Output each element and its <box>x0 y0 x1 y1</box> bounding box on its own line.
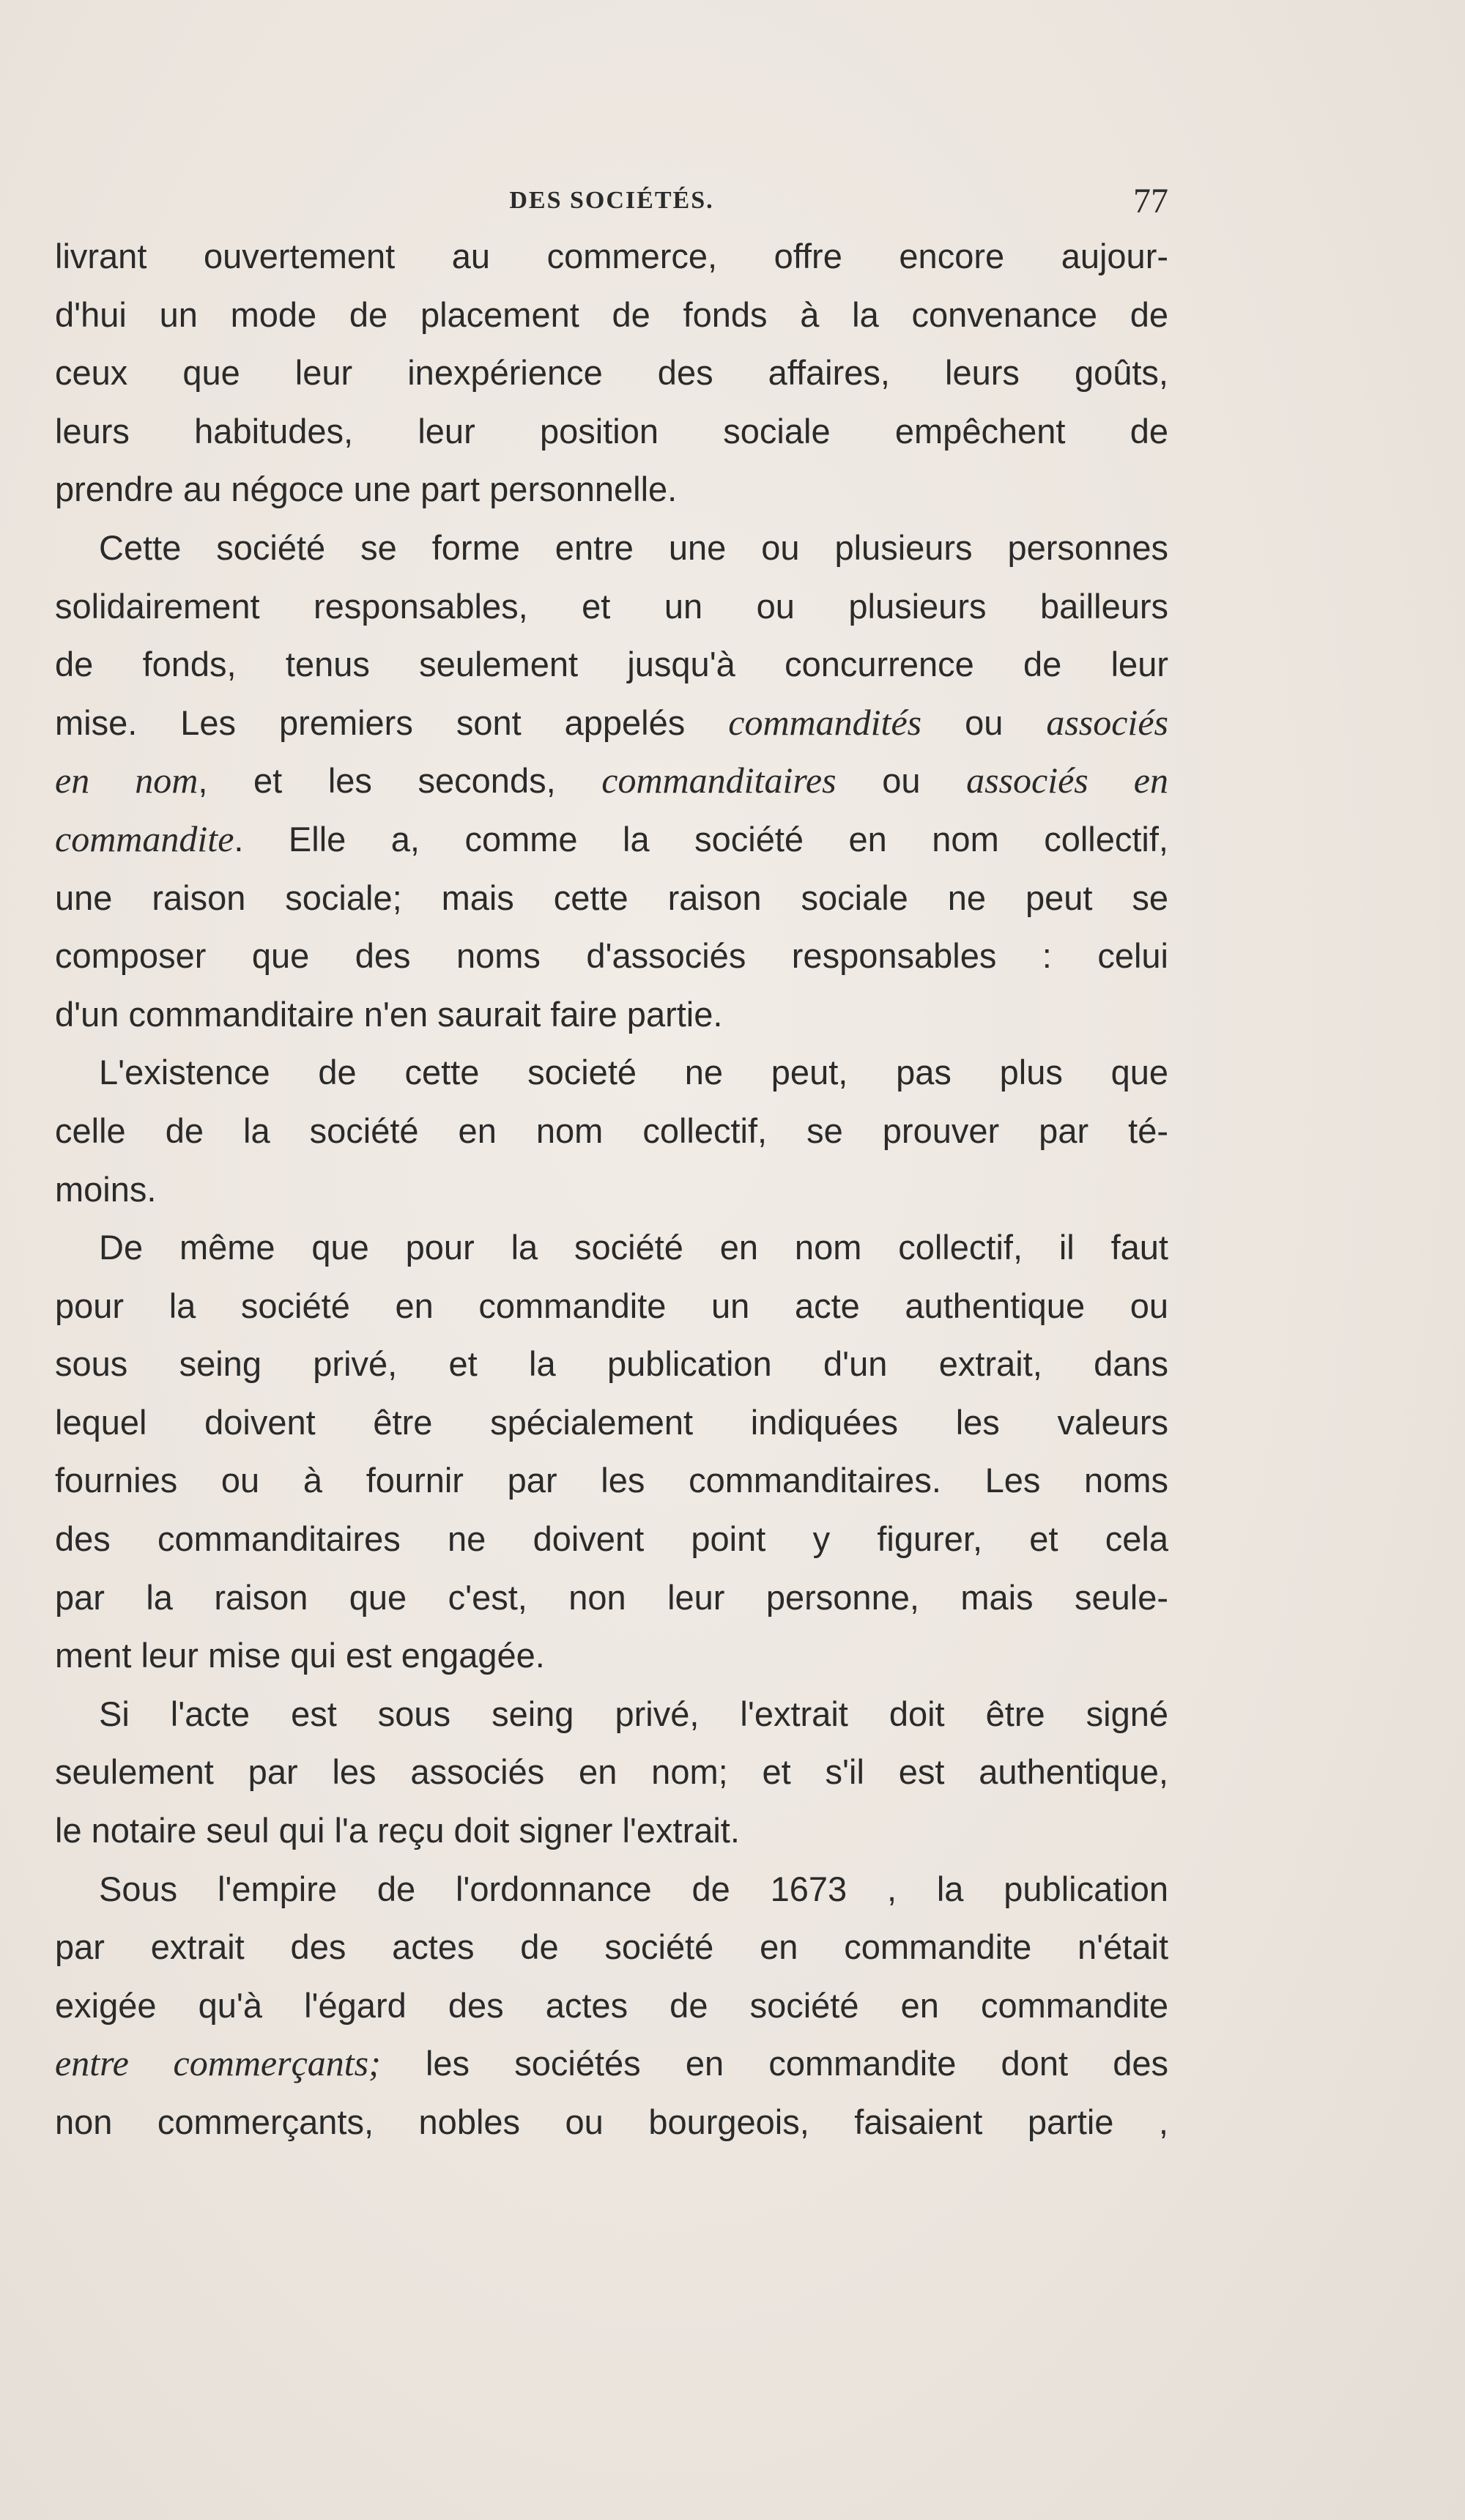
running-title: DES SOCIÉTÉS. <box>509 187 714 214</box>
text-line: par la raison que c'est, non leur personne, mais seule- <box>55 1577 1168 1617</box>
text-line: L'existence de cette societé ne peut, pas plus que <box>99 1053 1168 1092</box>
text-line: mise. Les premiers sont appelés commandités ou associés <box>55 701 1168 743</box>
text-line: non commerçants, nobles ou bourgeois, faisaient partie , <box>55 2102 1168 2141</box>
text-line: d'un commanditaire n'en saurait faire partie. <box>55 994 723 1034</box>
text-line: en nom, et les seconds, commanditaires ou associés en <box>55 760 1168 801</box>
text-line: Si l'acte est sous seing privé, l'extrait doit être signé <box>99 1694 1168 1733</box>
text-line: seulement par les associés en nom; et s'il est authentique, <box>55 1752 1168 1792</box>
text-line: lequel doivent être spécialement indiquées les valeurs <box>55 1402 1168 1442</box>
text-line: commandite. Elle a, comme la société en nom collectif, <box>55 818 1168 859</box>
text-line: ment leur mise qui est engagée. <box>55 1636 545 1675</box>
text-line: de fonds, tenus seulement jusqu'à concurrence de leur <box>55 645 1168 684</box>
text-line: Sous l'empire de l'ordonnance de 1673 , la publication <box>99 1869 1168 1908</box>
text-line: livrant ouvertement au commerce, offre encore aujour- <box>55 237 1168 275</box>
text-line: solidairement responsables, et un ou plusieurs bailleurs <box>55 586 1168 626</box>
text-line: prendre au négoce une part personnelle. <box>55 470 678 509</box>
text-line: moins. <box>55 1169 157 1209</box>
text-line: ceux que leur inexpérience des affaires, leurs goûts, <box>55 353 1168 393</box>
text-line: fournies ou à fournir par les commanditaires. Les noms <box>55 1461 1168 1500</box>
text-line: Cette société se forme entre une ou plusieurs personnes <box>99 527 1168 567</box>
text-line: le notaire seul qui l'a reçu doit signer l'extrait. <box>55 1811 740 1850</box>
text-line: des commanditaires ne doivent point y figurer, et cela <box>55 1519 1168 1559</box>
text-line: une raison sociale; mais cette raison sociale ne peut se <box>55 878 1168 917</box>
text-line: celle de la société en nom collectif, se prouver par té- <box>55 1111 1168 1150</box>
text-line: par extrait des actes de société en commandite n'était <box>55 1927 1168 1967</box>
text-line: composer que des noms d'associés responsables : celui <box>55 936 1168 976</box>
text-line: sous seing privé, et la publication d'un extrait, dans <box>55 1344 1168 1384</box>
page-header <box>55 172 1168 223</box>
text-line: De même que pour la société en nom collectif, il faut <box>99 1228 1168 1267</box>
page-number: 77 <box>1133 182 1168 220</box>
text-line: entre commerçants; les sociétés en commandite dont des <box>55 2042 1168 2084</box>
text-line: d'hui un mode de placement de fonds à la convenance de <box>55 294 1168 334</box>
text-line: leurs habitudes, leur position sociale empêchent de <box>55 411 1168 451</box>
text-line: exigée qu'à l'égard des actes de société en commandite <box>55 1985 1168 2025</box>
text-line: pour la société en commandite un acte authentique ou <box>55 1286 1168 1325</box>
body-text <box>55 227 1168 2152</box>
